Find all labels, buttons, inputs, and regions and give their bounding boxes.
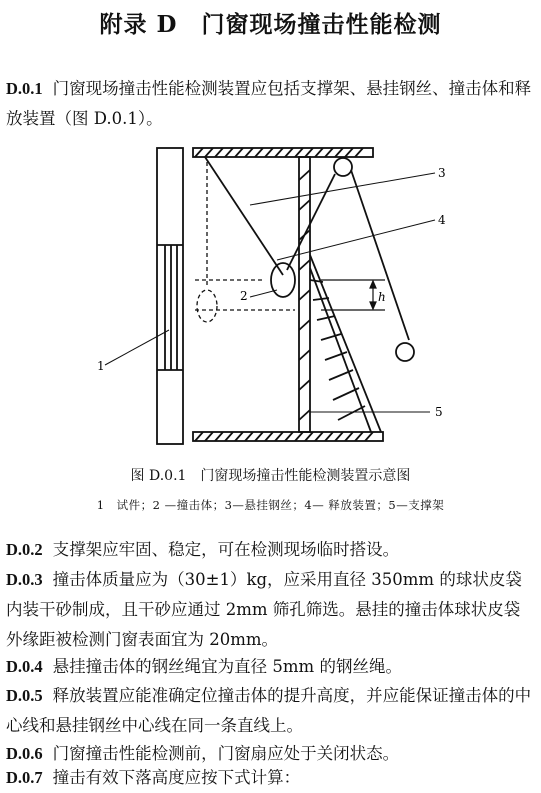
clause-text: 撞击体质量应为（30±1）kg，应采用直径 350mm 的球状皮袋内装干砂制成，且干砂应通过 2mm 筛孔筛选。悬挂的撞击体球状皮袋外缘距被检测门窗表面宜为 20mm。 bbox=[6, 570, 522, 649]
clause-d01 bbox=[6, 74, 536, 134]
clause-number: D.0.1 bbox=[6, 79, 43, 98]
clause-text: 撞击有效下落高度应按下式计算： bbox=[52, 768, 301, 787]
clause-text: 悬挂撞击体的钢丝绳宜为直径 5mm 的钢丝绳。 bbox=[52, 657, 402, 676]
suspension-wire bbox=[205, 157, 283, 275]
figure-caption: 图 D.0.1 门窗现场撞击性能检测装置示意图 bbox=[130, 468, 411, 484]
label-1: 1 bbox=[97, 359, 105, 373]
clause-d02 bbox=[6, 535, 536, 565]
label-h: h bbox=[378, 290, 386, 304]
figure-d01-diagram bbox=[95, 140, 455, 460]
appendix-title: 附录 D 门窗现场撞击性能检测 bbox=[99, 11, 442, 38]
impactor-rest-position bbox=[197, 290, 217, 322]
impactor-raised bbox=[271, 263, 295, 297]
counterweight bbox=[396, 343, 414, 361]
clause-text: 释放装置应能准确定位撞击体的提升高度，并应能保证撞击体的中心线和悬挂钢丝中心线在同一条直线上。 bbox=[6, 686, 532, 735]
label-2: 2 bbox=[240, 289, 248, 303]
pulley bbox=[334, 158, 352, 176]
clause-d04 bbox=[6, 652, 536, 682]
clause-number: D.0.4 bbox=[6, 657, 43, 676]
clause-d03 bbox=[6, 565, 536, 655]
figure-legend: 1 试件；2 —撞击体；3—悬挂钢丝；4— 释放装置；5—支撑架 bbox=[96, 498, 445, 512]
clause-d07 bbox=[6, 763, 536, 793]
clause-number: D.0.3 bbox=[6, 570, 43, 589]
clause-text: 门窗现场撞击性能检测装置应包括支撑架、悬挂钢丝、撞击体和释放装置（图 D.0.1）。 bbox=[6, 79, 532, 128]
clause-number: D.0.5 bbox=[6, 686, 43, 705]
specimen-frame bbox=[157, 148, 183, 444]
clause-number: D.0.2 bbox=[6, 540, 43, 559]
label-5: 5 bbox=[435, 405, 443, 419]
label-3: 3 bbox=[438, 166, 446, 180]
clause-text: 门窗撞击性能检测前，门窗扇应处于关闭状态。 bbox=[52, 744, 400, 763]
clause-number: D.0.7 bbox=[6, 768, 43, 787]
clause-number: D.0.6 bbox=[6, 744, 43, 763]
clause-text: 支撑架应牢固、稳定，可在检测现场临时搭设。 bbox=[52, 540, 400, 559]
clause-d05 bbox=[6, 681, 536, 741]
label-4: 4 bbox=[438, 213, 446, 227]
